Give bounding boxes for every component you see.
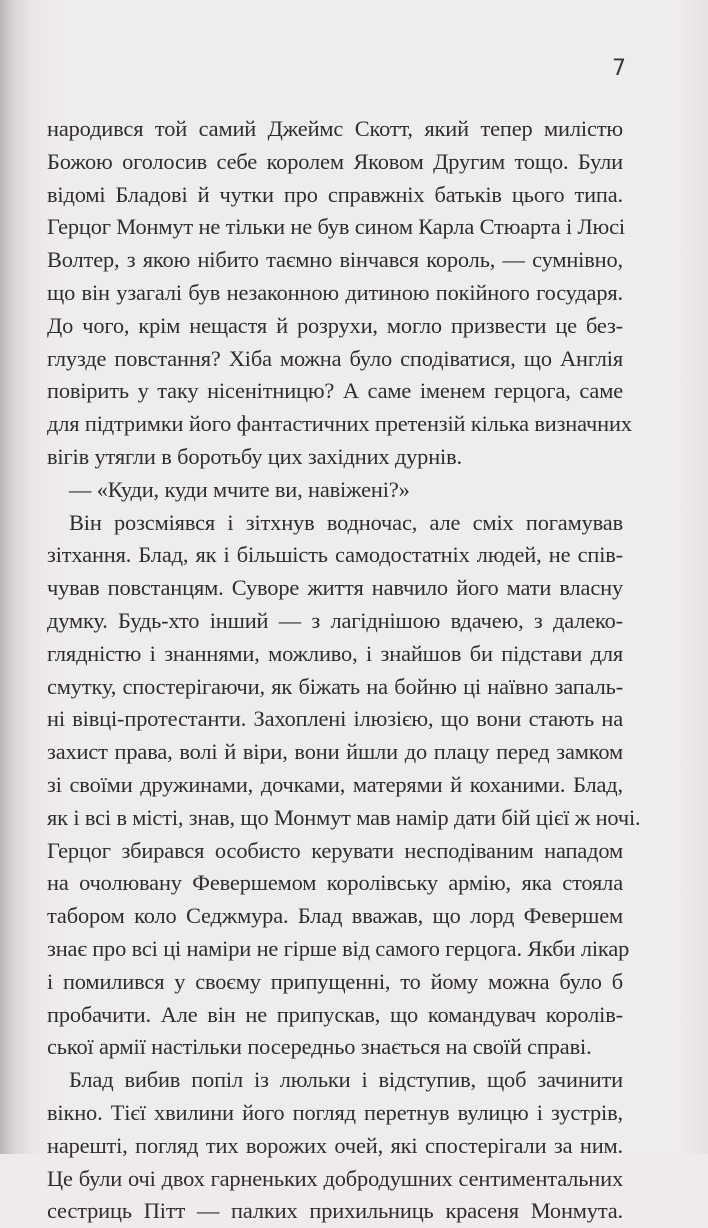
text-line: нарешті, погляд тих ворожих очей, які спостерігали за ним. [47,1132,623,1158]
text-line: думку. Будь-хто інший — з лагіднішою вдачею, з далеко- [47,607,623,633]
text-line: табором коло Седжмура. Блад вважав, що лорд Февершем [47,903,623,929]
text-line: Герцог Монмут не тільки не був сином Карла Стюарта і Люсі [47,214,625,240]
text-line: Божою оголосив себе королем Яковом Другим тощо. Були [47,148,623,174]
text-line: глядністю і знаннями, можливо, і знайшов би підстави для [47,640,623,666]
text-line: повірить у таку нісенітницю? А саме іменем герцога, саме [47,378,623,404]
text-line: вікно. Тієї хвилини його погляд перетнув вулицю і зустрів, [47,1099,623,1125]
text-line: на очолювану Февершемом королівську армію, яка стояла [47,870,623,896]
text-line: Волтер, з якою нібито таємно вінчався король, — сумнівно, [47,247,623,273]
text-line: захист права, волі й віри, вони йшли до плацу перед замком [47,739,623,765]
text-line: сестриць Пітт — палких прихильниць красеня Монмута. [47,1198,623,1224]
text-line: ської армії настільки посередньо знається на своїй справі. [47,1034,592,1060]
paragraph-first-line: Він розсміявся і зітхнув водночас, але сміх погамував [69,509,623,535]
text-line: що він узагалі був незаконною дитиною покійного государя. [47,279,623,305]
body-text [47,113,641,1228]
text-line: народився той самий Джеймс Скотт, який тепер милістю [47,116,623,141]
paragraph-first-line: Блад вибив попіл із люльки і відступив, щоб зачинити [69,1067,623,1093]
page-number: 7 [612,56,626,81]
text-line: Герцог збирався особисто керувати несподіваним нападом [47,837,623,863]
text-line: ні вівці-протестанти. Захоплені ілюзією, що вони стають на [47,706,623,732]
text-line: і помилився у своєму припущенні, то йому можна було б [47,968,623,994]
text-line: відомі Бладові й чутки про справжніх батьків цього типа. [47,181,623,207]
text-line: Це були очі двох гарненьких добродушних сентиментальних [47,1165,623,1191]
text-line: як і всі в місті, знав, що Монмут мав намір дати бій цієї ж ночі. [47,804,641,830]
text-line: пробачити. Але він не припускав, що командувач королів- [47,1001,623,1027]
text-line: глузде повстання? Хіба можна було сподіватися, що Англія [47,345,623,371]
text-line: чував повстанцям. Суворе життя навчило його мати власну [47,575,623,601]
text-line: До чого, крім нещастя й розрухи, могло призвести це без- [47,312,623,338]
text-line: зітхання. Блад, як і більшість самодостатніх людей, не спів- [47,542,623,568]
text-line: вігів утягли в боротьбу цих західних дурнів. [47,443,462,469]
paragraph-first-line: — «Куди, куди мчите ви, навіжені?» [69,476,410,502]
text-line: для підтримки його фантастичних претензій кілька визначних [47,411,632,437]
text-line: знає про всі ці наміри не гірше від самого герцога. Якби лікар [47,935,630,961]
text-line: зі своїми дружинами, дочками, матерями й коханими. Блад, [47,771,623,797]
text-line: смутку, спостерігаючи, як біжать на бойню ці наївно запаль- [47,673,623,699]
